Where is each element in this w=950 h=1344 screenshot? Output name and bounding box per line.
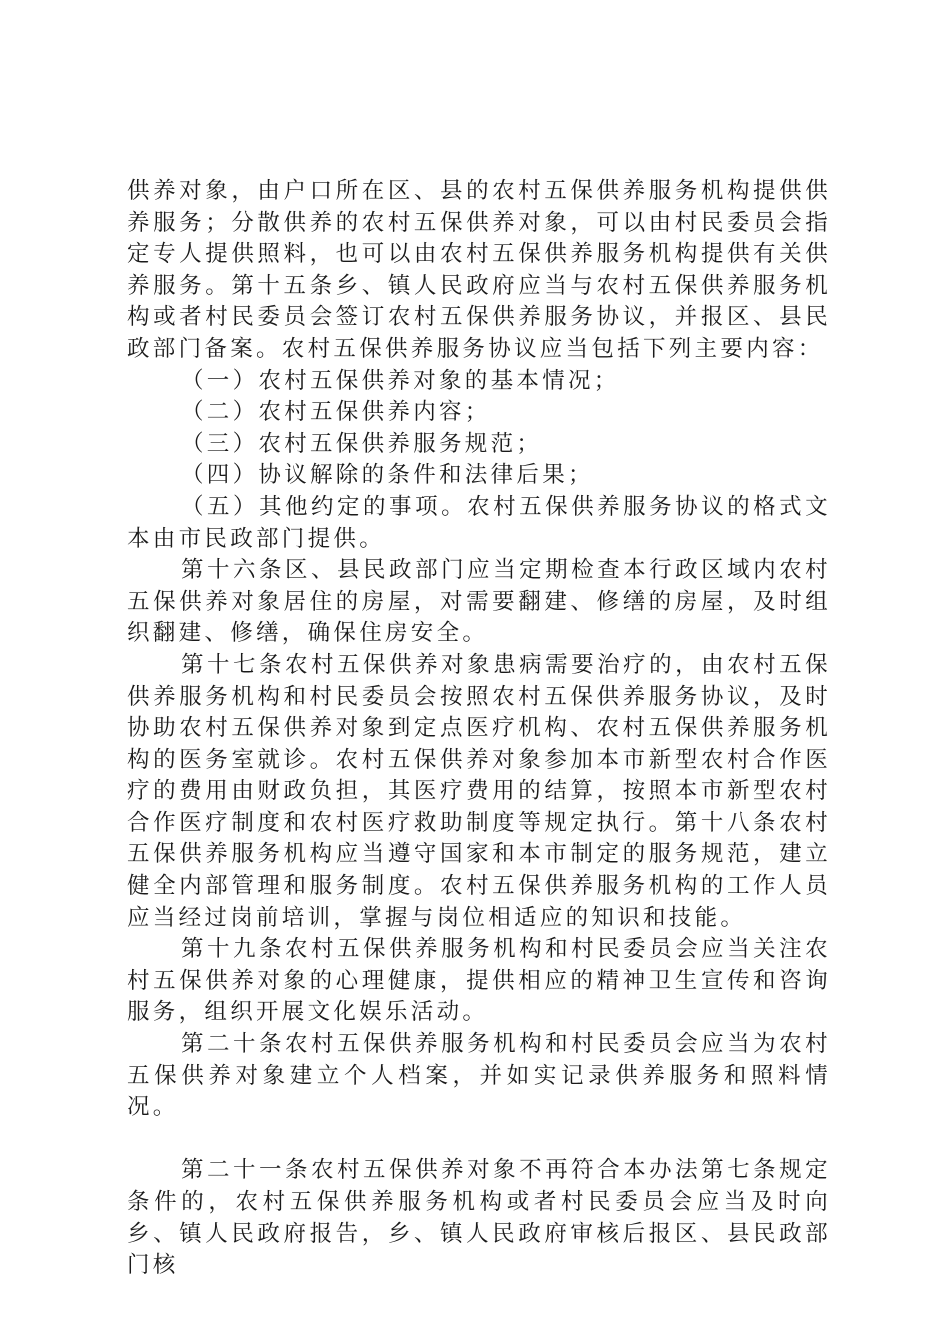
paragraph-gap [127,1124,831,1156]
document-body [127,176,831,1282]
list-item-2: （二）农村五保供养内容； [181,399,491,426]
article-21: 第二十一条农村五保供养对象不再符合本办法第七条规定条件的，农村五保供养服务机构或者村民委员会应当及时向乡、镇人民政府报告，乡、镇人民政府审核后报区、县民政部门核 [127,1157,831,1279]
article-20: 第二十条农村五保供养服务机构和村民委员会应当为农村五保供养对象建立个人档案，并如实记录供养服务和照料情况。 [127,1031,831,1121]
article-19: 第十九条农村五保供养服务机构和村民委员会应当关注农村五保供养对象的心理健康，提供相应的精神卫生宣传和咨询服务，组织开展文化娱乐活动。 [127,936,831,1026]
list-item-5: （五）其他约定的事项。农村五保供养服务协议的格式文本由市民政部门提供。 [127,493,831,552]
list-item-4: （四）协议解除的条件和法律后果； [181,462,594,489]
paragraph-continuation: 供养对象，由户口所在区、县的农村五保供养服务机构提供供养服务；分散供养的农村五保供养对象，可以由村民委员会指定专人提供照料，也可以由农村五保供养服务机构提供有关供养服务。第十五条乡、镇人民政府应当与农村五保供养服务机构或者村民委员会签订农村五保供养服务协议，并报区、县民政部门备案。农村五保供养服务协议应当包括下列主要内容： [127,178,831,362]
list-item-1: （一）农村五保供养对象的基本情况； [181,367,620,394]
article-16: 第十六条区、县民政部门应当定期检查本行政区域内农村五保供养对象居住的房屋，对需要翻建、修缮的房屋，及时组织翻建、修缮，确保住房安全。 [127,557,831,647]
list-item-3: （三）农村五保供养服务规范； [181,430,543,457]
article-17-18: 第十七条农村五保供养对象患病需要治疗的，由农村五保供养服务机构和村民委员会按照农村五保供养服务协议，及时协助农村五保供养对象到定点医疗机构、农村五保供养服务机构的医务室就诊。农村五保供养对象参加本市新型农村合作医疗的费用由财政负担，其医疗费用的结算，按照本市新型农村合作医疗制度和农村医疗救助制度等规定执行。第十八条农村五保供养服务机构应当遵守国家和本市制定的服务规范，建立健全内部管理和服务制度。农村五保供养服务机构的工作人员应当经过岗前培训，掌握与岗位相适应的知识和技能。 [127,651,831,931]
